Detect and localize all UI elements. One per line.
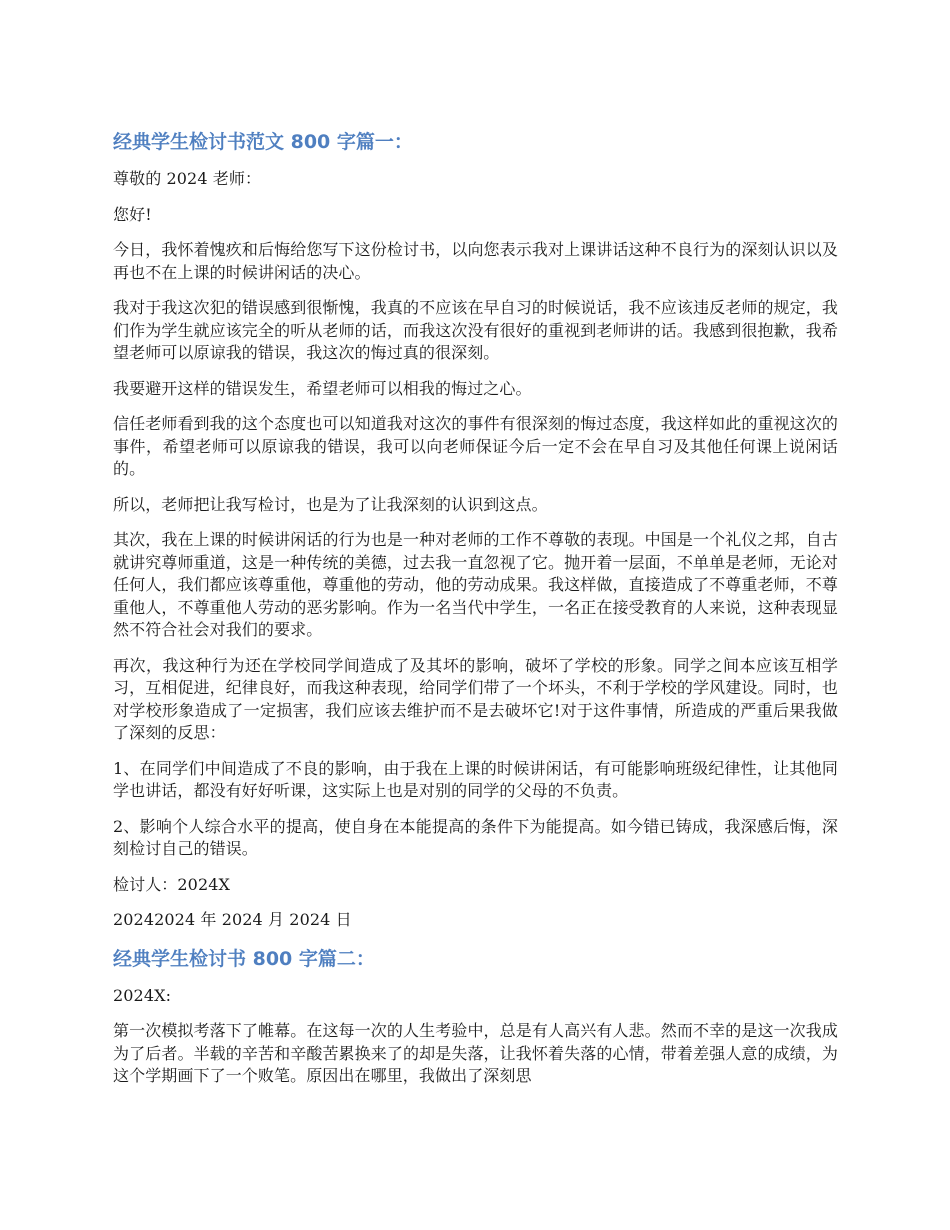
section-2-heading: 经典学生检讨书 800 字篇二：: [113, 947, 375, 970]
document-page: [113, 128, 838, 1101]
paragraph: 所以，老师把让我写检讨，也是为了让我深刻的认识到这点。: [113, 494, 548, 514]
salutation: 尊敬的 2024 老师：: [113, 169, 262, 188]
list-item-1: 1、在同学们中间造成了不良的影响，由于我在上课的时候讲闲话，有可能影响班级纪律性，让其他同学也讲话，都没有好好听课，这实际上也是对别的同学的父母的不负责。: [113, 758, 838, 800]
section-1-heading: 经典学生检讨书范文 800 字篇一：: [113, 131, 413, 153]
list-item-2: 2、影响个人综合水平的提高，使自身在本能提高的条件下为能提高。如今错已铸成，我深感后悔，深刻检讨自己的错误。: [113, 816, 838, 858]
paragraph: 我对于我这次犯的错误感到很惭愧，我真的不应该在早自习的时候说话，我不应该违反老师的规定，我们作为学生就应该完全的听从老师的话，而我这次没有很好的重视到老师讲的话。我感到很抱歉，我希望老师可以原谅我的错误，我这次的悔过真的很深刻。: [113, 298, 838, 362]
paragraph: 今日，我怀着愧疚和后悔给您写下这份检讨书，以向您表示我对上课讲话这种不良行为的深刻认识以及再也不在上课的时候讲闲话的决心。: [113, 240, 838, 282]
salutation: 2024X:: [113, 985, 172, 1005]
paragraph: 我要避开这样的错误发生，希望老师可以相我的悔过之心。: [113, 378, 532, 398]
paragraph: 再次，我这种行为还在学校同学间造成了及其坏的影响，破坏了学校的形象。同学之间本应该互相学习，互相促进，纪律良好，而我这种表现，给同学们带了一个坏头，不利于学校的学风建设。同时，也对学校形象造成了一定损害，我们应该去维护而不是去破坏它!对于这件事情，所造成的严重后果我做了深刻的反思：: [113, 655, 838, 742]
paragraph: 第一次模拟考落下了帷幕。在这每一次的人生考验中，总是有人高兴有人悲。然而不幸的是这一次我成为了后者。半载的辛苦和辛酸苦累换来了的却是失落，让我怀着失落的心情，带着差强人意的成绩，为这个学期画下了一个败笔。原因出在哪里，我做出了深刻思: [113, 1021, 838, 1085]
paragraph: 信任老师看到我的这个态度也可以知道我对这次的事件有很深刻的悔过态度，我这样如此的重视这次的事件，希望老师可以原谅我的错误，我可以向老师保证今后一定不会在早自习及其他任何课上说闲话的。: [113, 414, 838, 478]
signature-line: 检讨人：2024X: [113, 874, 231, 894]
paragraph: 其次，我在上课的时候讲闲话的行为也是一种对老师的工作不尊敬的表现。中国是一个礼仪之邦，自古就讲究尊师重道，这是一种传统的美德，过去我一直忽视了它。抛开着一层面，不单单是老师，无论对任何人，我们都应该尊重他，尊重他的劳动，他的劳动成果。我这样做，直接造成了不尊重老师，不尊重他人，不尊重他人劳动的恶劣影响。作为一名当代中学生，一名正在接受教育的人来说，这种表现显然不符合社会对我们的要求。: [113, 530, 838, 639]
greeting: 您好!: [113, 204, 152, 224]
date-line: 20242024 年 2024 月 2024 日: [113, 910, 352, 929]
